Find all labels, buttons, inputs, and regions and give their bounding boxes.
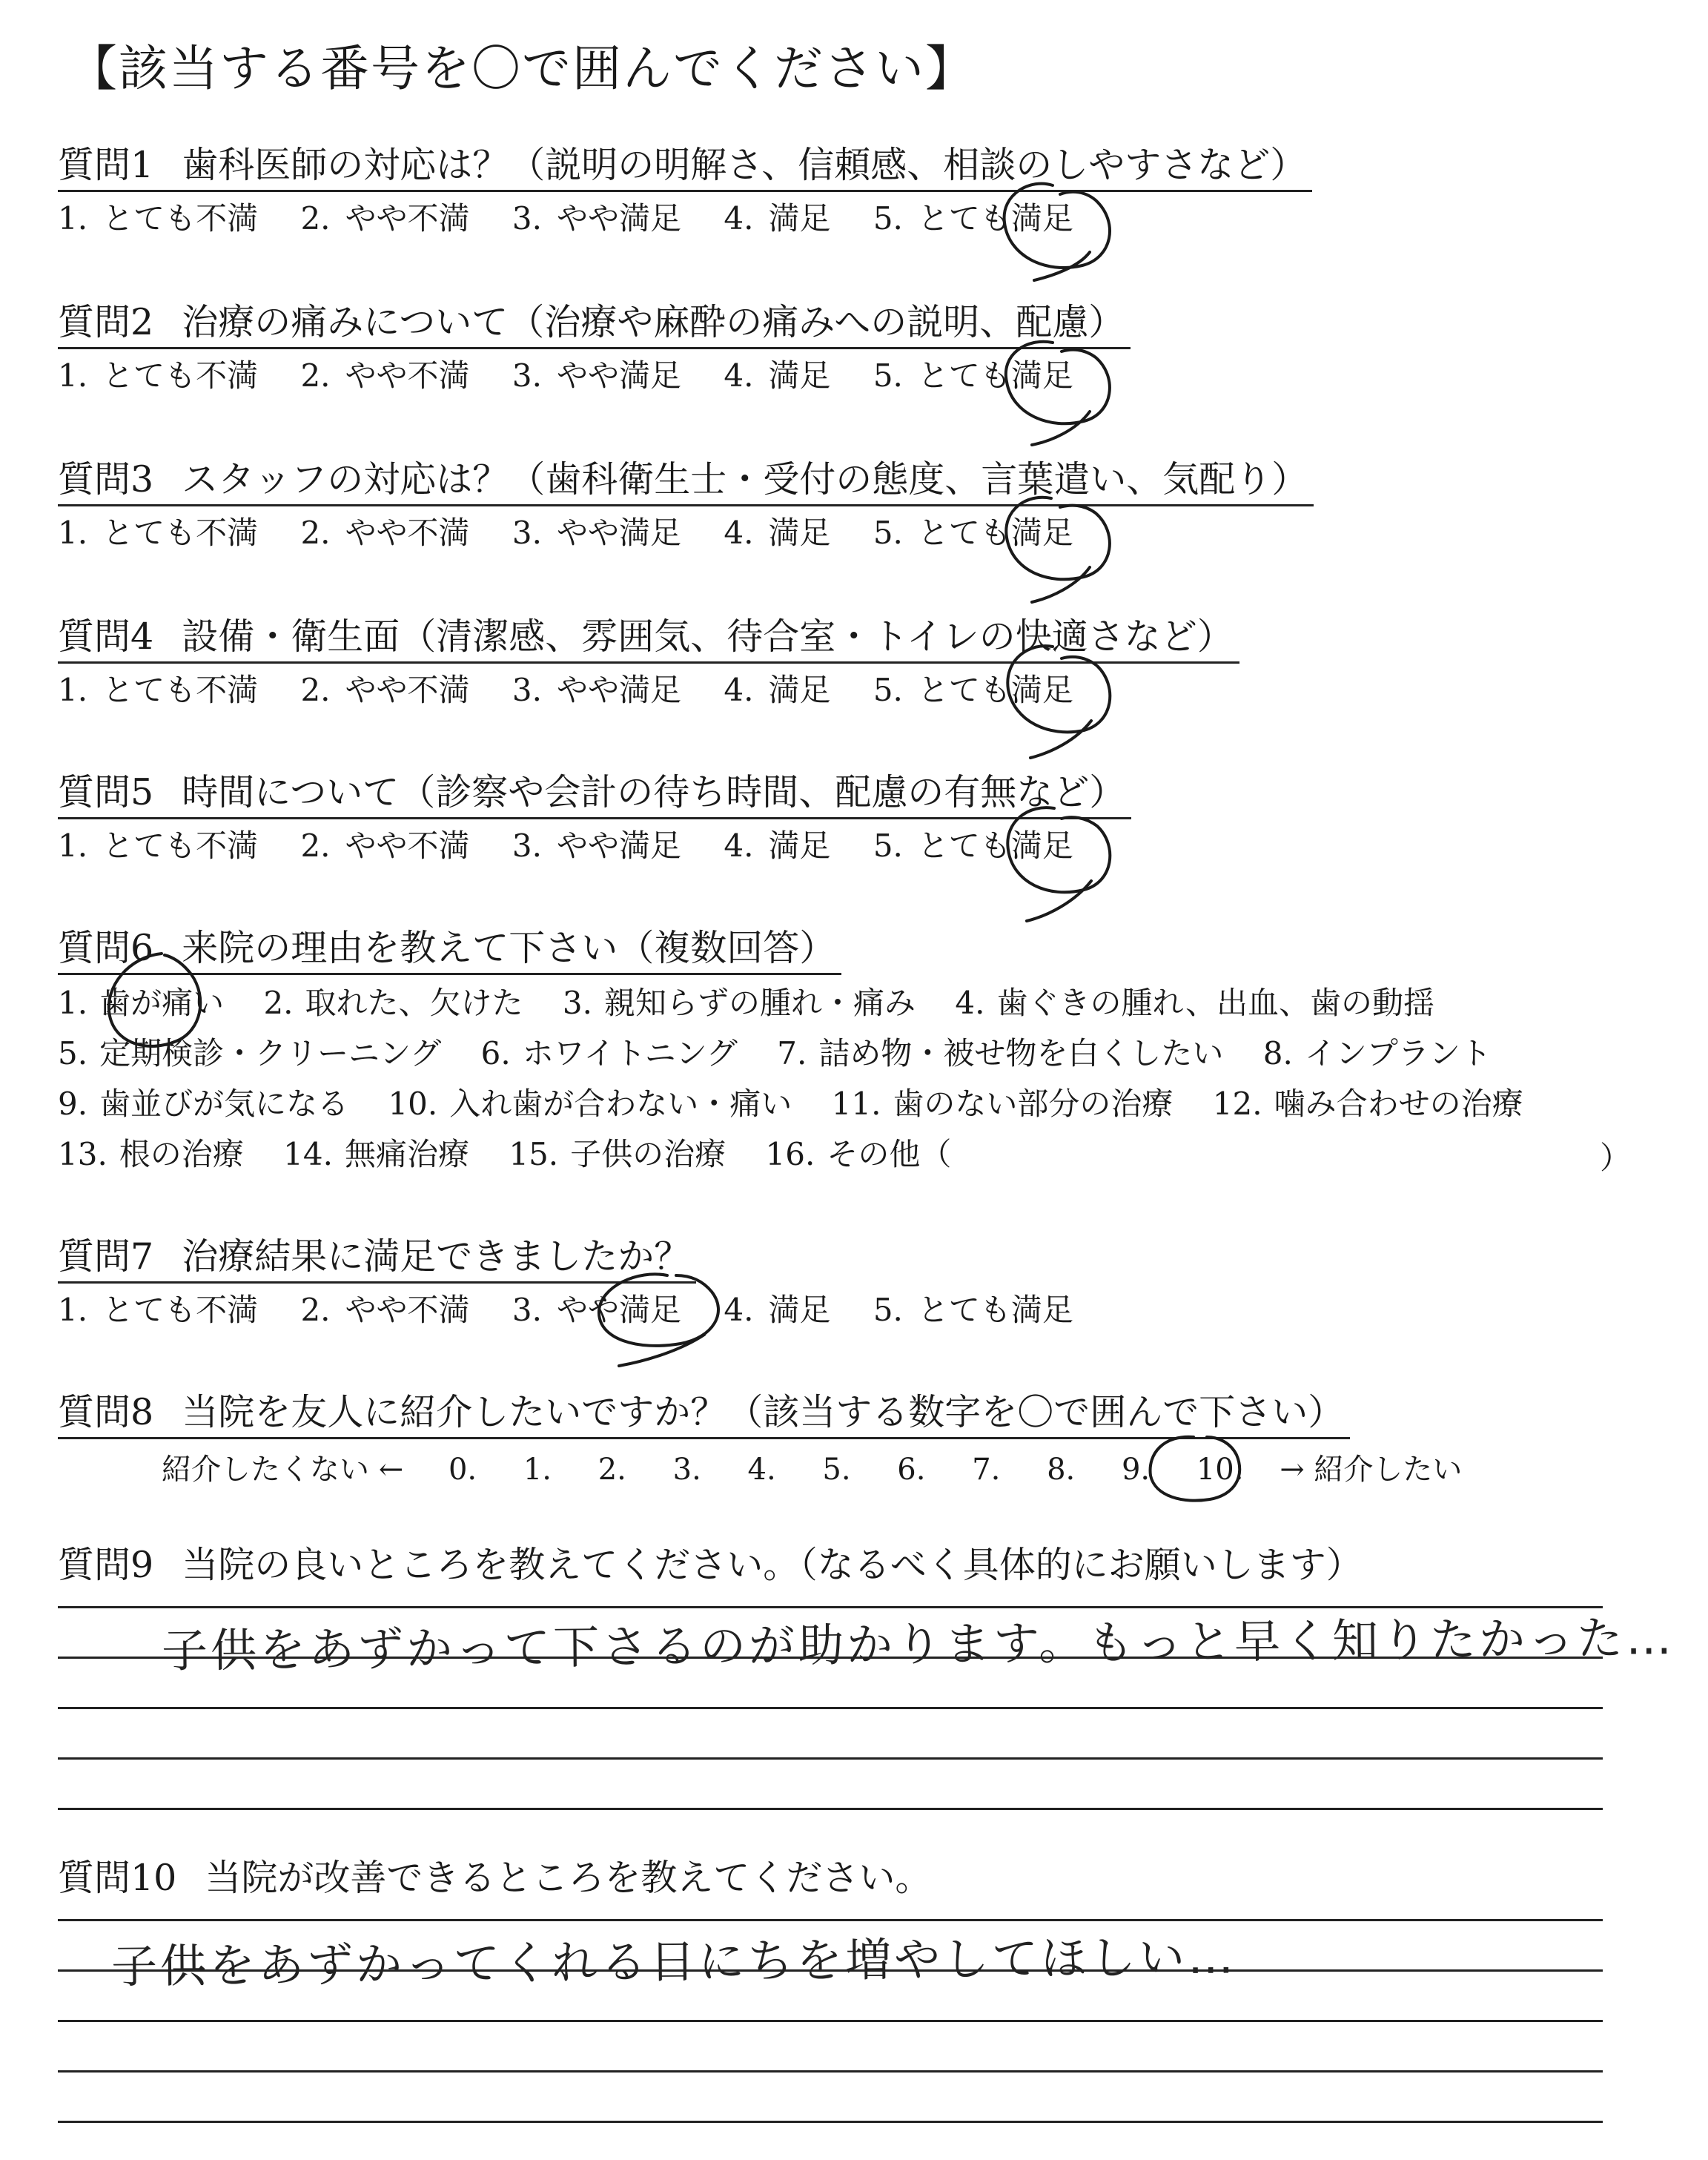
option-3[interactable]: 3. やや満足 <box>512 200 681 237</box>
option-3[interactable]: 3. やや満足 <box>512 357 681 394</box>
reason-option[interactable]: 1. 歯が痛い <box>58 985 225 1021</box>
reason-option[interactable]: 6. ホワイトニング <box>480 1035 738 1071</box>
scale-number[interactable]: 4. <box>747 1453 776 1487</box>
question-text: 設備・衛生面（清潔感、雰囲気、待合室・トイレの快適さなど） <box>182 615 1234 658</box>
option-2[interactable]: 2. やや不満 <box>300 515 470 551</box>
option-1[interactable]: 1. とても不満 <box>58 1292 259 1328</box>
question-number: 質問3 <box>58 458 154 501</box>
answer-line <box>58 1919 1603 1921</box>
question-number: 質問7 <box>58 1235 154 1278</box>
option-2[interactable]: 2. やや不満 <box>300 672 470 708</box>
scale-number[interactable]: 0. <box>448 1453 477 1487</box>
option-5[interactable]: 5. とても満足 <box>873 672 1073 708</box>
option-2[interactable]: 2. やや不満 <box>300 357 470 394</box>
question-5 <box>58 768 1131 868</box>
scale-number[interactable]: 3. <box>672 1453 701 1487</box>
scale-right-label: → 紹介したい <box>1280 1453 1463 1487</box>
answer-line <box>58 1757 1603 1760</box>
answer-options <box>58 668 1239 713</box>
scale-number[interactable]: 5. <box>822 1453 851 1487</box>
scale-number[interactable]: 1. <box>523 1453 552 1487</box>
reason-options <box>58 978 1553 1180</box>
reason-row <box>58 978 1553 1028</box>
reason-option[interactable]: 7. 詰め物・被せ物を白くしたい <box>777 1035 1224 1071</box>
reason-option-other[interactable]: 16. その他（ <box>765 1136 952 1172</box>
option-1[interactable]: 1. とても不満 <box>58 672 259 708</box>
option-4[interactable]: 4. 満足 <box>724 515 831 551</box>
q9-handwritten-answer[interactable]: 子供をあずかって下さるのが助かります。もっと早く知りたかった… <box>161 1611 1675 1678</box>
reason-option[interactable]: 5. 定期検診・クリーニング <box>58 1035 442 1071</box>
answer-line <box>58 1707 1603 1709</box>
reason-option[interactable]: 14. 無痛治療 <box>283 1136 469 1172</box>
reason-option[interactable]: 12. 噛み合わせの治療 <box>1212 1086 1523 1122</box>
question-10 <box>58 1854 937 1903</box>
option-3[interactable]: 3. やや満足 <box>512 672 681 708</box>
question-number: 質問8 <box>58 1391 154 1433</box>
reason-option[interactable]: 10. 入れ歯が合わない・痛い <box>388 1086 792 1122</box>
question-text: スタッフの対応は？（歯科衛生士・受付の態度、言葉遣い、気配り） <box>182 458 1308 501</box>
question-8 <box>58 1388 1350 1439</box>
q10-handwritten-answer[interactable]: 子供をあずかってくれる日にちを増やしてほしい… <box>110 1929 1237 1994</box>
option-1[interactable]: 1. とても不満 <box>58 200 259 237</box>
question-2 <box>58 298 1131 398</box>
question-number: 質問1 <box>58 144 154 186</box>
option-5[interactable]: 5. とても満足 <box>873 515 1073 551</box>
answer-options <box>58 196 1312 241</box>
reason-row <box>58 1129 1553 1180</box>
reason-row <box>58 1079 1553 1129</box>
reason-option[interactable]: 2. 取れた、欠けた <box>263 985 523 1021</box>
option-1[interactable]: 1. とても不満 <box>58 828 259 864</box>
answer-options <box>58 354 1131 398</box>
option-2[interactable]: 2. やや不満 <box>300 200 470 237</box>
question-number: 質問5 <box>58 771 154 813</box>
question-number: 質問10 <box>58 1857 177 1899</box>
option-3[interactable]: 3. やや満足 <box>512 515 681 551</box>
question-6 <box>58 924 1553 1180</box>
question-text: 治療結果に満足できましたか？ <box>182 1235 691 1278</box>
question-9 <box>58 1541 1368 1590</box>
answer-line <box>58 2020 1603 2022</box>
question-number: 質問6 <box>58 927 154 969</box>
option-4[interactable]: 4. 満足 <box>724 672 831 708</box>
question-text: 当院を友人に紹介したいですか？（該当する数字を〇で囲んで下さい） <box>182 1391 1345 1433</box>
scale-number[interactable]: 10. <box>1196 1453 1244 1487</box>
question-4 <box>58 612 1239 713</box>
option-4[interactable]: 4. 満足 <box>724 828 831 864</box>
option-3[interactable]: 3. やや満足 <box>512 828 681 864</box>
option-1[interactable]: 1. とても不満 <box>58 357 259 394</box>
option-4[interactable]: 4. 満足 <box>724 1292 831 1328</box>
reason-option[interactable]: 11. 歯のない部分の治療 <box>831 1086 1174 1122</box>
question-7 <box>58 1232 1106 1332</box>
question-number: 質問9 <box>58 1544 154 1586</box>
answer-options <box>58 1288 1106 1332</box>
scale-left-label: 紹介したくない ← <box>162 1453 404 1487</box>
reason-row <box>58 1028 1553 1079</box>
scale-number[interactable]: 7. <box>972 1453 1001 1487</box>
question-number: 質問2 <box>58 301 154 343</box>
scale-number[interactable]: 2. <box>598 1453 626 1487</box>
answer-options <box>58 511 1314 555</box>
scale-number[interactable]: 8. <box>1047 1453 1076 1487</box>
form-title: 【該当する番号を〇で囲んでください】 <box>68 40 976 97</box>
option-5[interactable]: 5. とても満足 <box>873 828 1073 864</box>
option-4[interactable]: 4. 満足 <box>724 200 831 237</box>
other-close-paren: ） <box>1600 1140 1632 1176</box>
reason-option[interactable]: 8. インプラント <box>1262 1035 1492 1071</box>
reason-option[interactable]: 4. 歯ぐきの腫れ、出血、歯の動揺 <box>955 985 1434 1021</box>
question-text: 来院の理由を教えて下さい（複数回答） <box>182 927 836 969</box>
option-5[interactable]: 5. とても満足 <box>873 357 1073 394</box>
recommend-scale <box>162 1446 1462 1488</box>
option-3[interactable]: 3. やや満足 <box>512 1292 681 1328</box>
option-5[interactable]: 5. とても満足 <box>873 200 1073 237</box>
option-2[interactable]: 2. やや不満 <box>300 828 470 864</box>
question-text: 当院の良いところを教えてください。（なるべく具体的にお願いします） <box>182 1544 1363 1586</box>
question-text: 治療の痛みについて（治療や麻酔の痛みへの説明、配慮） <box>182 301 1125 343</box>
question-text: 当院が改善できるところを教えてください。 <box>205 1857 932 1899</box>
option-1[interactable]: 1. とても不満 <box>58 515 259 551</box>
question-3 <box>58 455 1314 555</box>
answer-line <box>58 2121 1603 2123</box>
reason-option[interactable]: 13. 根の治療 <box>58 1136 244 1172</box>
reason-option[interactable]: 15. 子供の治療 <box>509 1136 726 1172</box>
reason-option[interactable]: 9. 歯並びが気になる <box>58 1086 349 1122</box>
question-text: 時間について（診察や会計の待ち時間、配慮の有無など） <box>182 771 1126 813</box>
answer-line <box>58 2070 1603 2073</box>
question-1 <box>58 141 1312 241</box>
question-number: 質問4 <box>58 615 154 658</box>
option-5[interactable]: 5. とても満足 <box>873 1292 1073 1328</box>
scale-number[interactable]: 9. <box>1121 1453 1151 1487</box>
option-4[interactable]: 4. 満足 <box>724 357 831 394</box>
reason-option[interactable]: 3. 親知らずの腫れ・痛み <box>562 985 916 1021</box>
scale-number[interactable]: 6. <box>897 1453 926 1487</box>
question-text: 歯科医師の対応は？（説明の明解さ、信頼感、相談のしやすさなど） <box>182 144 1307 186</box>
option-2[interactable]: 2. やや不満 <box>300 1292 470 1328</box>
answer-options <box>58 824 1131 868</box>
answer-line <box>58 1808 1603 1810</box>
